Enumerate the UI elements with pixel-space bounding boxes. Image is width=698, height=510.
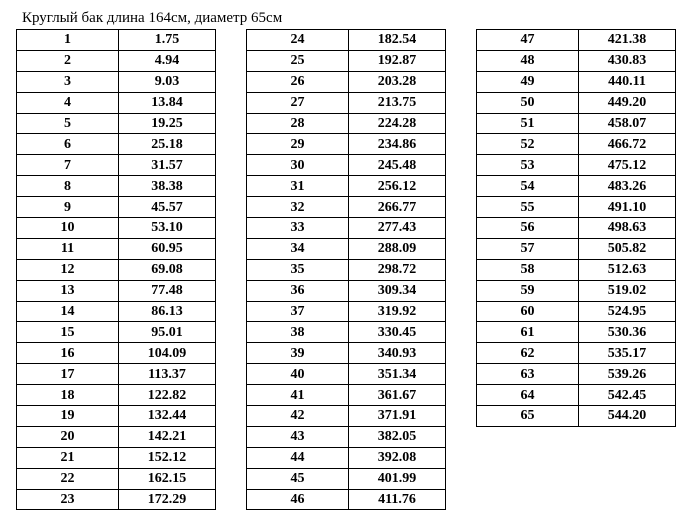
volume-cell: 411.76: [349, 489, 446, 510]
volume-cell: 505.82: [579, 238, 676, 259]
volume-cell: 69.08: [119, 259, 216, 280]
volume-cell: 142.21: [119, 426, 216, 447]
table-row: [17, 406, 216, 427]
table-row: [17, 468, 216, 489]
table-row: [17, 50, 216, 71]
volume-cell: 449.20: [579, 92, 676, 113]
table-row: [17, 92, 216, 113]
table-row: [247, 30, 446, 51]
volume-cell: 288.09: [349, 238, 446, 259]
level-cell: 38: [247, 322, 349, 343]
volume-cell: 256.12: [349, 176, 446, 197]
volume-cell: 203.28: [349, 71, 446, 92]
volume-cell: 421.38: [579, 30, 676, 51]
table-row: [477, 176, 676, 197]
level-cell: 47: [477, 30, 579, 51]
volume-cell: 382.05: [349, 426, 446, 447]
level-cell: 55: [477, 197, 579, 218]
table-row: [247, 343, 446, 364]
volume-cell: 1.75: [119, 30, 216, 51]
volume-cell: 4.94: [119, 50, 216, 71]
level-cell: 30: [247, 155, 349, 176]
level-cell: 57: [477, 238, 579, 259]
level-cell: 10: [17, 218, 119, 239]
table-row: [17, 71, 216, 92]
table-row: [17, 176, 216, 197]
level-cell: 36: [247, 280, 349, 301]
level-cell: 33: [247, 218, 349, 239]
table-row: [477, 30, 676, 51]
volume-cell: 483.26: [579, 176, 676, 197]
table-row: [17, 489, 216, 510]
table-column-1: [16, 29, 216, 510]
table-row: [477, 385, 676, 406]
volume-cell: 351.34: [349, 364, 446, 385]
volume-cell: 95.01: [119, 322, 216, 343]
level-cell: 16: [17, 343, 119, 364]
level-cell: 59: [477, 280, 579, 301]
level-cell: 62: [477, 343, 579, 364]
level-cell: 65: [477, 406, 579, 427]
level-cell: 61: [477, 322, 579, 343]
volume-cell: 475.12: [579, 155, 676, 176]
table-row: [477, 197, 676, 218]
table-row: [247, 238, 446, 259]
level-cell: 52: [477, 134, 579, 155]
volume-cell: 277.43: [349, 218, 446, 239]
volume-cell: 53.10: [119, 218, 216, 239]
volume-cell: 182.54: [349, 30, 446, 51]
volume-cell: 512.63: [579, 259, 676, 280]
table-row: [477, 238, 676, 259]
level-cell: 7: [17, 155, 119, 176]
volume-cell: 113.37: [119, 364, 216, 385]
table-row: [247, 155, 446, 176]
table-row: [247, 468, 446, 489]
level-cell: 35: [247, 259, 349, 280]
level-cell: 28: [247, 113, 349, 134]
level-cell: 46: [247, 489, 349, 510]
table-row: [247, 50, 446, 71]
volume-cell: 319.92: [349, 301, 446, 322]
table-row: [247, 364, 446, 385]
level-cell: 56: [477, 218, 579, 239]
level-cell: 43: [247, 426, 349, 447]
level-cell: 18: [17, 385, 119, 406]
table-row: [17, 238, 216, 259]
level-cell: 37: [247, 301, 349, 322]
table-row: [247, 259, 446, 280]
volume-cell: 122.82: [119, 385, 216, 406]
page-title: Круглый бак длина 164см, диаметр 65см: [22, 10, 283, 26]
table-row: [17, 364, 216, 385]
volume-cell: 361.67: [349, 385, 446, 406]
level-cell: 22: [17, 468, 119, 489]
level-cell: 54: [477, 176, 579, 197]
table-row: [247, 197, 446, 218]
table-row: [17, 218, 216, 239]
level-cell: 13: [17, 280, 119, 301]
level-cell: 11: [17, 238, 119, 259]
table-row: [17, 343, 216, 364]
table-column-2: [246, 29, 446, 510]
level-cell: 6: [17, 134, 119, 155]
level-cell: 21: [17, 447, 119, 468]
level-cell: 24: [247, 30, 349, 51]
level-cell: 64: [477, 385, 579, 406]
table-row: [477, 92, 676, 113]
table-row: [247, 489, 446, 510]
table-row: [17, 447, 216, 468]
table-row: [477, 364, 676, 385]
level-cell: 29: [247, 134, 349, 155]
level-cell: 58: [477, 259, 579, 280]
volume-cell: 392.08: [349, 447, 446, 468]
volume-cell: 266.77: [349, 197, 446, 218]
table-row: [477, 218, 676, 239]
volume-cell: 298.72: [349, 259, 446, 280]
volume-cell: 401.99: [349, 468, 446, 489]
volume-cell: 60.95: [119, 238, 216, 259]
volume-cell: 542.45: [579, 385, 676, 406]
level-cell: 2: [17, 50, 119, 71]
volume-cell: 539.26: [579, 364, 676, 385]
table-row: [477, 50, 676, 71]
table-row: [247, 134, 446, 155]
level-cell: 5: [17, 113, 119, 134]
volume-cell: 25.18: [119, 134, 216, 155]
level-cell: 31: [247, 176, 349, 197]
level-cell: 8: [17, 176, 119, 197]
level-cell: 32: [247, 197, 349, 218]
level-cell: 15: [17, 322, 119, 343]
table-row: [17, 322, 216, 343]
volume-cell: 498.63: [579, 218, 676, 239]
volume-cell: 544.20: [579, 406, 676, 427]
level-cell: 48: [477, 50, 579, 71]
level-cell: 42: [247, 406, 349, 427]
volume-cell: 309.34: [349, 280, 446, 301]
volume-cell: 31.57: [119, 155, 216, 176]
level-cell: 50: [477, 92, 579, 113]
table-column-3: [476, 29, 676, 427]
level-cell: 3: [17, 71, 119, 92]
volume-cell: 371.91: [349, 406, 446, 427]
level-cell: 41: [247, 385, 349, 406]
table-row: [477, 113, 676, 134]
level-cell: 19: [17, 406, 119, 427]
table-row: [17, 426, 216, 447]
table-row: [247, 406, 446, 427]
volume-cell: 458.07: [579, 113, 676, 134]
volume-cell: 466.72: [579, 134, 676, 155]
level-cell: 12: [17, 259, 119, 280]
level-cell: 1: [17, 30, 119, 51]
table-row: [17, 197, 216, 218]
table-row: [17, 385, 216, 406]
volume-cell: 234.86: [349, 134, 446, 155]
table-row: [17, 259, 216, 280]
table-row: [477, 134, 676, 155]
table-row: [17, 134, 216, 155]
level-cell: 34: [247, 238, 349, 259]
table-row: [247, 113, 446, 134]
level-cell: 4: [17, 92, 119, 113]
table-row: [247, 218, 446, 239]
volume-cell: 104.09: [119, 343, 216, 364]
level-cell: 60: [477, 301, 579, 322]
level-cell: 39: [247, 343, 349, 364]
volume-cell: 9.03: [119, 71, 216, 92]
volume-cell: 172.29: [119, 489, 216, 510]
level-cell: 26: [247, 71, 349, 92]
table-row: [17, 280, 216, 301]
table-row: [247, 426, 446, 447]
volume-cell: 38.38: [119, 176, 216, 197]
volume-cell: 192.87: [349, 50, 446, 71]
level-cell: 45: [247, 468, 349, 489]
level-cell: 23: [17, 489, 119, 510]
level-cell: 14: [17, 301, 119, 322]
volume-cell: 162.15: [119, 468, 216, 489]
level-cell: 63: [477, 364, 579, 385]
table-row: [477, 71, 676, 92]
table-row: [247, 280, 446, 301]
volume-cell: 524.95: [579, 301, 676, 322]
table-row: [477, 280, 676, 301]
volume-cell: 245.48: [349, 155, 446, 176]
level-cell: 27: [247, 92, 349, 113]
volume-cell: 213.75: [349, 92, 446, 113]
volume-cell: 491.10: [579, 197, 676, 218]
volume-cell: 535.17: [579, 343, 676, 364]
table-row: [247, 92, 446, 113]
table-row: [477, 259, 676, 280]
table-row: [17, 30, 216, 51]
table-row: [477, 406, 676, 427]
level-cell: 53: [477, 155, 579, 176]
volume-cell: 77.48: [119, 280, 216, 301]
table-row: [247, 322, 446, 343]
volume-cell: 45.57: [119, 197, 216, 218]
volume-cell: 530.36: [579, 322, 676, 343]
table-row: [247, 71, 446, 92]
level-cell: 25: [247, 50, 349, 71]
volume-cell: 19.25: [119, 113, 216, 134]
volume-cell: 224.28: [349, 113, 446, 134]
volume-cell: 152.12: [119, 447, 216, 468]
level-cell: 40: [247, 364, 349, 385]
volume-cell: 440.11: [579, 71, 676, 92]
volume-cell: 132.44: [119, 406, 216, 427]
table-row: [17, 155, 216, 176]
level-cell: 51: [477, 113, 579, 134]
table-row: [17, 301, 216, 322]
table-row: [247, 385, 446, 406]
volume-cell: 430.83: [579, 50, 676, 71]
table-row: [477, 322, 676, 343]
volume-cell: 86.13: [119, 301, 216, 322]
volume-cell: 13.84: [119, 92, 216, 113]
level-cell: 20: [17, 426, 119, 447]
table-row: [477, 301, 676, 322]
volume-cell: 330.45: [349, 322, 446, 343]
table-row: [247, 176, 446, 197]
table-row: [247, 301, 446, 322]
volume-cell: 519.02: [579, 280, 676, 301]
level-cell: 44: [247, 447, 349, 468]
table-row: [477, 155, 676, 176]
table-row: [477, 343, 676, 364]
level-cell: 9: [17, 197, 119, 218]
volume-cell: 340.93: [349, 343, 446, 364]
level-cell: 49: [477, 71, 579, 92]
level-cell: 17: [17, 364, 119, 385]
table-row: [247, 447, 446, 468]
table-row: [17, 113, 216, 134]
